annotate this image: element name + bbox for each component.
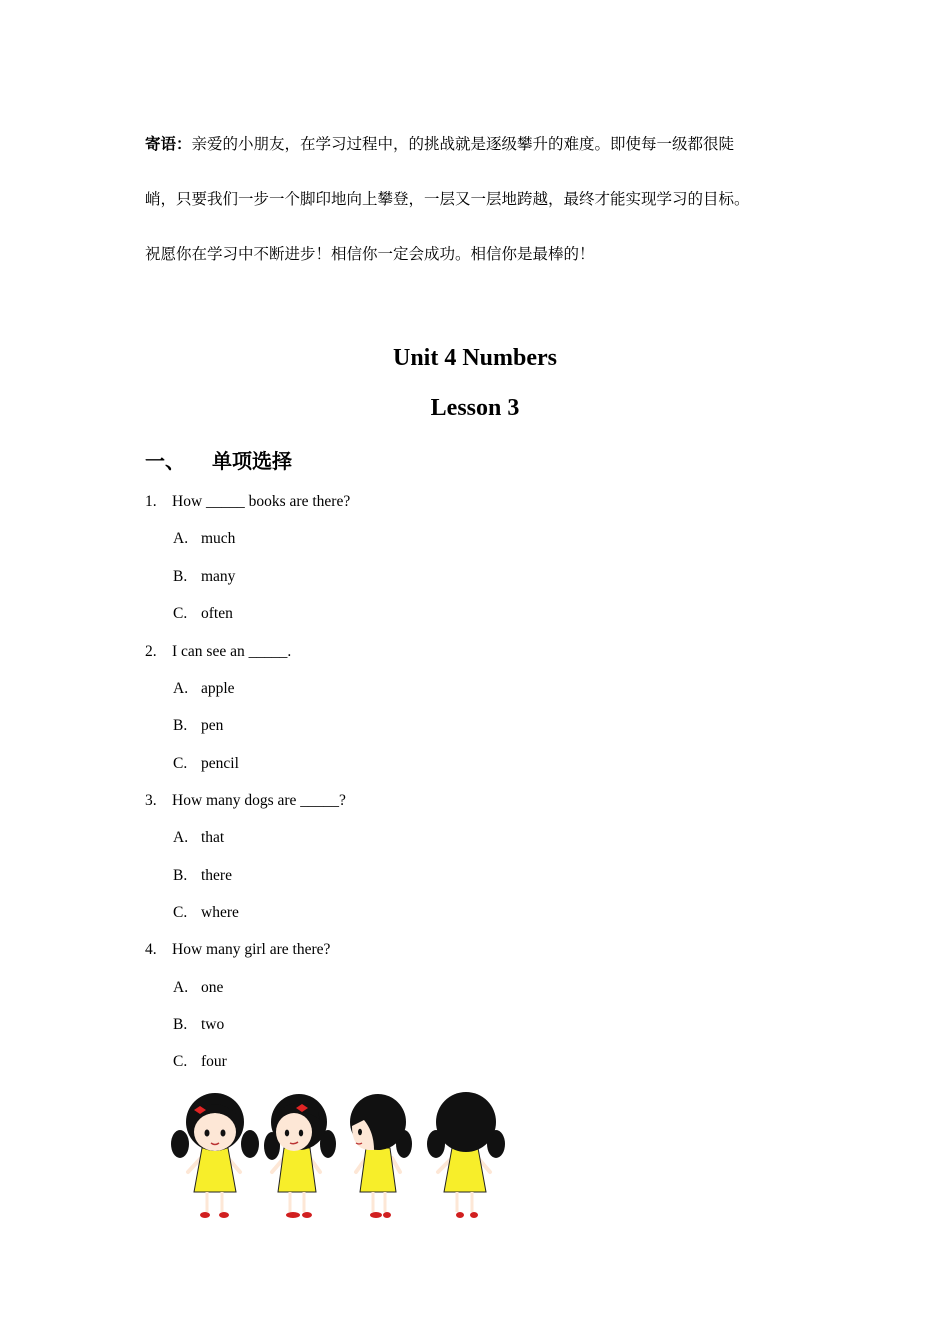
option-2a — [173, 680, 235, 698]
option-1a — [173, 530, 235, 548]
option-letter: C. — [173, 904, 188, 921]
intro-line-2: 峭，只要我们一步一个脚印地向上攀登，一层又一层地跨越，最终才能实现学习的目标。 — [145, 190, 750, 208]
intro-lead: 寄语： — [145, 134, 192, 153]
option-4b — [173, 1016, 224, 1034]
option-text: much — [201, 530, 236, 547]
option-letter: A. — [173, 530, 189, 547]
lesson-title: Lesson 3 — [430, 395, 520, 421]
four-girls-illustration — [168, 1086, 518, 1224]
question-number: 2. — [145, 643, 157, 660]
option-text: many — [201, 568, 236, 585]
option-text: where — [201, 904, 239, 921]
section-title: 单项选择 — [212, 449, 292, 473]
option-4a — [173, 979, 223, 997]
option-text: often — [201, 605, 233, 622]
question-number: 3. — [145, 792, 157, 809]
question-text: How _____ books are there? — [172, 493, 351, 510]
question-1 — [145, 493, 350, 511]
option-3b — [173, 867, 232, 885]
option-1b — [173, 568, 235, 586]
option-letter: B. — [173, 867, 188, 884]
option-3a — [173, 829, 224, 847]
girl-back-icon — [427, 1092, 505, 1218]
option-4c — [173, 1053, 227, 1071]
option-text: two — [201, 1016, 225, 1033]
girl-front-icon — [171, 1093, 259, 1218]
option-1c — [173, 605, 233, 623]
question-3 — [145, 792, 346, 810]
option-letter: B. — [173, 1016, 188, 1033]
intro-line-1-text: 亲爱的小朋友，在学习过程中，的挑战就是逐级攀升的难度。即使每一级都很陡 — [191, 135, 735, 153]
option-text: one — [201, 979, 224, 996]
option-letter: C. — [173, 1053, 188, 1070]
option-letter: B. — [173, 717, 188, 734]
option-letter: C. — [173, 755, 188, 772]
question-text: How many girl are there? — [172, 941, 331, 958]
option-text: pencil — [201, 755, 239, 772]
option-text: that — [201, 829, 225, 846]
option-2b — [173, 717, 223, 735]
option-2c — [173, 755, 239, 773]
option-3c — [173, 904, 239, 922]
option-letter: A. — [173, 979, 189, 996]
question-number: 4. — [145, 941, 157, 958]
option-letter: B. — [173, 568, 188, 585]
option-letter: A. — [173, 680, 189, 697]
unit-title: Unit 4 Numbers — [392, 345, 557, 371]
question-2 — [145, 643, 291, 661]
option-text: four — [201, 1053, 227, 1070]
girl-three-quarter-icon — [264, 1094, 336, 1218]
intro-line-1 — [145, 132, 825, 154]
option-text: pen — [201, 717, 224, 734]
girl-profile-icon — [350, 1094, 412, 1218]
question-text: I can see an _____. — [172, 643, 292, 660]
option-letter: A. — [173, 829, 189, 846]
question-number: 1. — [145, 493, 157, 510]
section-number: 一、 — [145, 449, 185, 473]
question-4 — [145, 941, 330, 959]
intro-line-3: 祝愿你在学习中不断进步！相信你一定会成功。相信你是最棒的！ — [145, 245, 595, 263]
option-text: there — [201, 867, 232, 884]
option-letter: C. — [173, 605, 188, 622]
section-heading — [145, 445, 292, 474]
option-text: apple — [201, 680, 235, 697]
question-text: How many dogs are _____? — [172, 792, 346, 809]
